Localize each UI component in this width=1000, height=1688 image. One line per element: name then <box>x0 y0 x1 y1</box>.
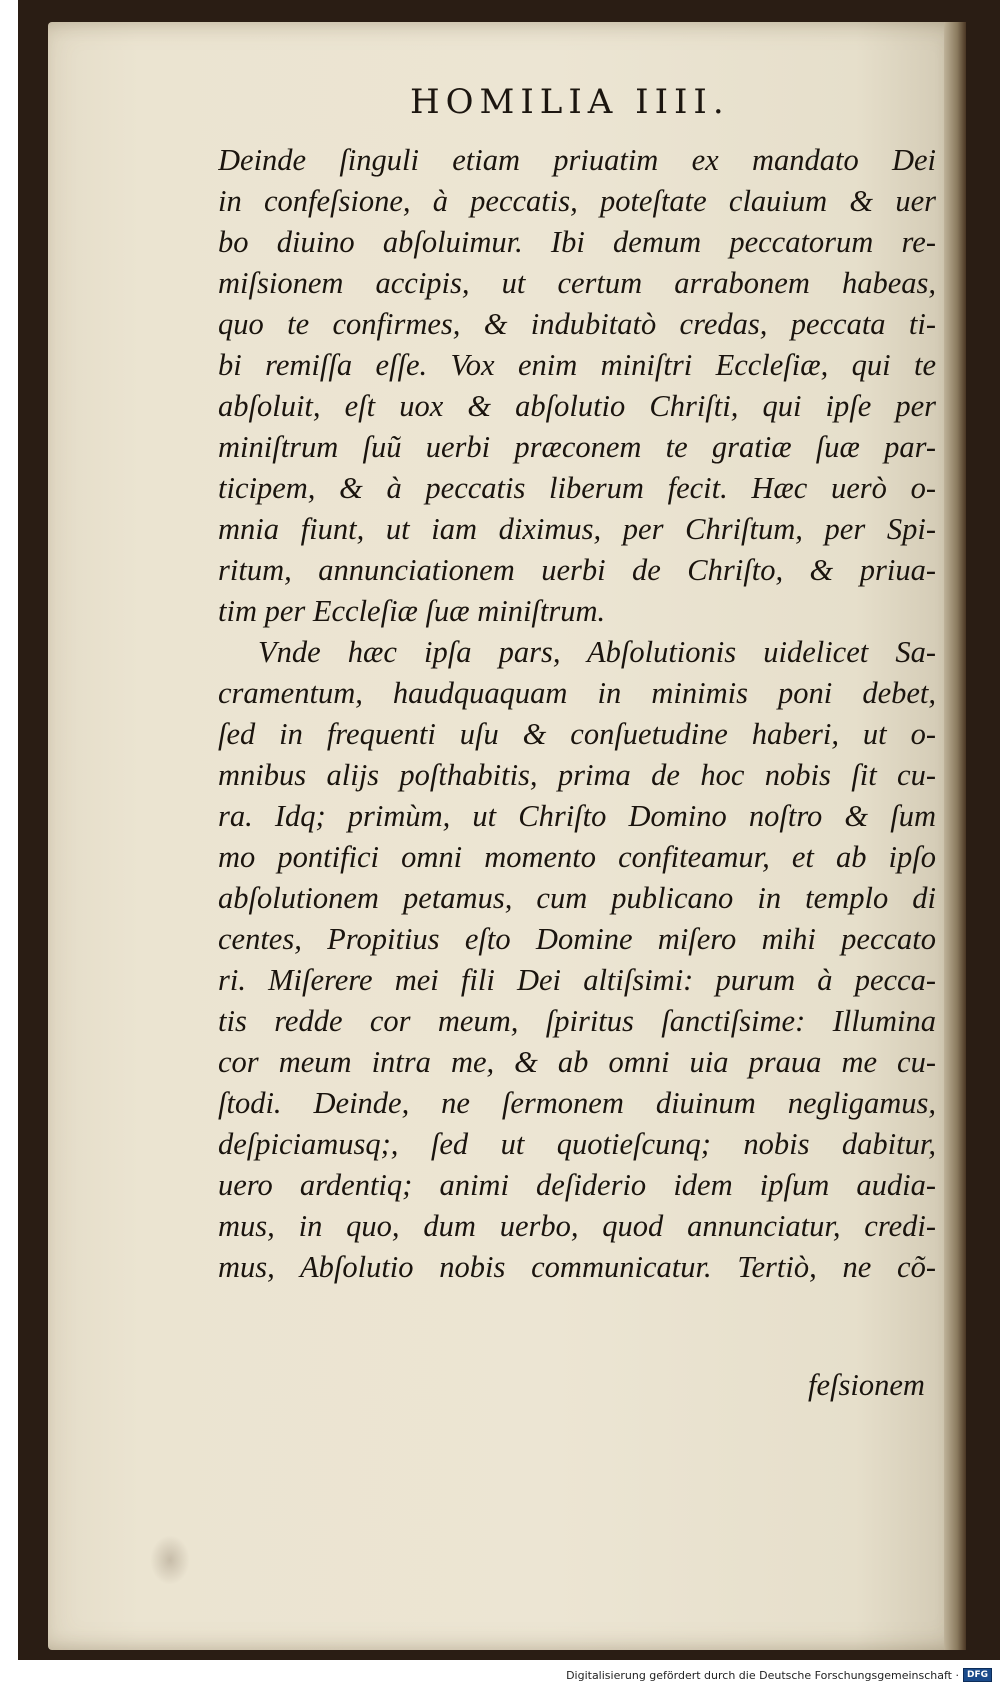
text-line: tis redde cor meum, ſpiritus ſanctiſsime: Illumina <box>218 1004 936 1038</box>
text-line: mnibus alijs poſthabitis, prima de hoc nobis ſit cu- <box>218 758 936 792</box>
text-line: mus, Abſolutio nobis communicatur. Tertiò, ne cõ- <box>218 1250 936 1284</box>
text-line: ſed in frequenti uſu & conſuetudine haberi, ut o- <box>218 717 936 751</box>
text-line: quo te confirmes, & indubitatò credas, peccata ti- <box>218 307 936 341</box>
text-line: ri. Miſerere mei fili Dei altiſsimi: purum à pecca- <box>218 963 936 997</box>
text-line: miſsionem accipis, ut certum arrabonem habeas, <box>218 266 936 300</box>
text-line: ticipem, & à peccatis liberum fecit. Hæc uerò o- <box>218 471 936 505</box>
running-head: HOMILIA IIII. <box>410 82 730 122</box>
text-line: ra. Idq; primùm, ut Chriſto Domino noſtro & ſum <box>218 799 936 833</box>
ink-smudge <box>150 1535 190 1585</box>
footer-credit <box>566 1668 992 1682</box>
text-line: cramentum, haudquaquam in minimis poni debet, <box>218 676 936 710</box>
dfg-logo-icon: DFG <box>963 1668 992 1682</box>
text-line: deſpiciamusq;, ſed ut quotieſcunq; nobis dabitur, <box>218 1127 936 1161</box>
text-line: bo diuino abſoluimur. Ibi demum peccatorum re- <box>218 225 936 259</box>
footer-text: Digitalisierung gefördert durch die Deutsche Forschungsgemeinschaft · <box>566 1668 959 1682</box>
text-line: miniſtrum ſuũ uerbi præconem te gratiæ ſuæ par- <box>218 430 936 464</box>
text-line: ſtodi. Deinde, ne ſermonem diuinum negligamus, <box>218 1086 936 1120</box>
paragraph-start: Vnde hæc ipſa pars, Abſolutionis uidelicet Sa- <box>258 635 936 669</box>
catchword: feſsionem <box>808 1368 925 1402</box>
text-line: abſoluit, eſt uox & abſolutio Chriſti, qui ipſe per <box>218 389 936 423</box>
text-line: tim per Eccleſiæ ſuæ miniſtrum. <box>218 594 606 628</box>
text-line: Deinde ſinguli etiam priuatim ex mandato Dei <box>218 143 936 177</box>
text-line: uero ardentiq; animi deſiderio idem ipſum audia- <box>218 1168 936 1202</box>
text-line: ritum, annunciationem uerbi de Chriſto, & priua- <box>218 553 936 587</box>
text-line: abſolutionem petamus, cum publicano in templo di <box>218 881 936 915</box>
text-line: cor meum intra me, & ab omni uia praua me cu- <box>218 1045 936 1079</box>
text-line: mnia fiunt, ut iam diximus, per Chriſtum, per Spi- <box>218 512 936 546</box>
text-line: in confeſsione, à peccatis, poteſtate clauium & uer <box>218 184 936 218</box>
body-text <box>218 140 936 1288</box>
text-line: mo pontifici omni momento confiteamur, et ab ipſo <box>218 840 936 874</box>
page-edge <box>944 22 966 1650</box>
text-line: centes, Propitius eſto Domine miſero mihi peccato <box>218 922 936 956</box>
text-line: bi remiſſa eſſe. Vox enim miniſtri Eccleſiæ, qui te <box>218 348 936 382</box>
text-line: mus, in quo, dum uerbo, quod annunciatur, credi- <box>218 1209 936 1243</box>
